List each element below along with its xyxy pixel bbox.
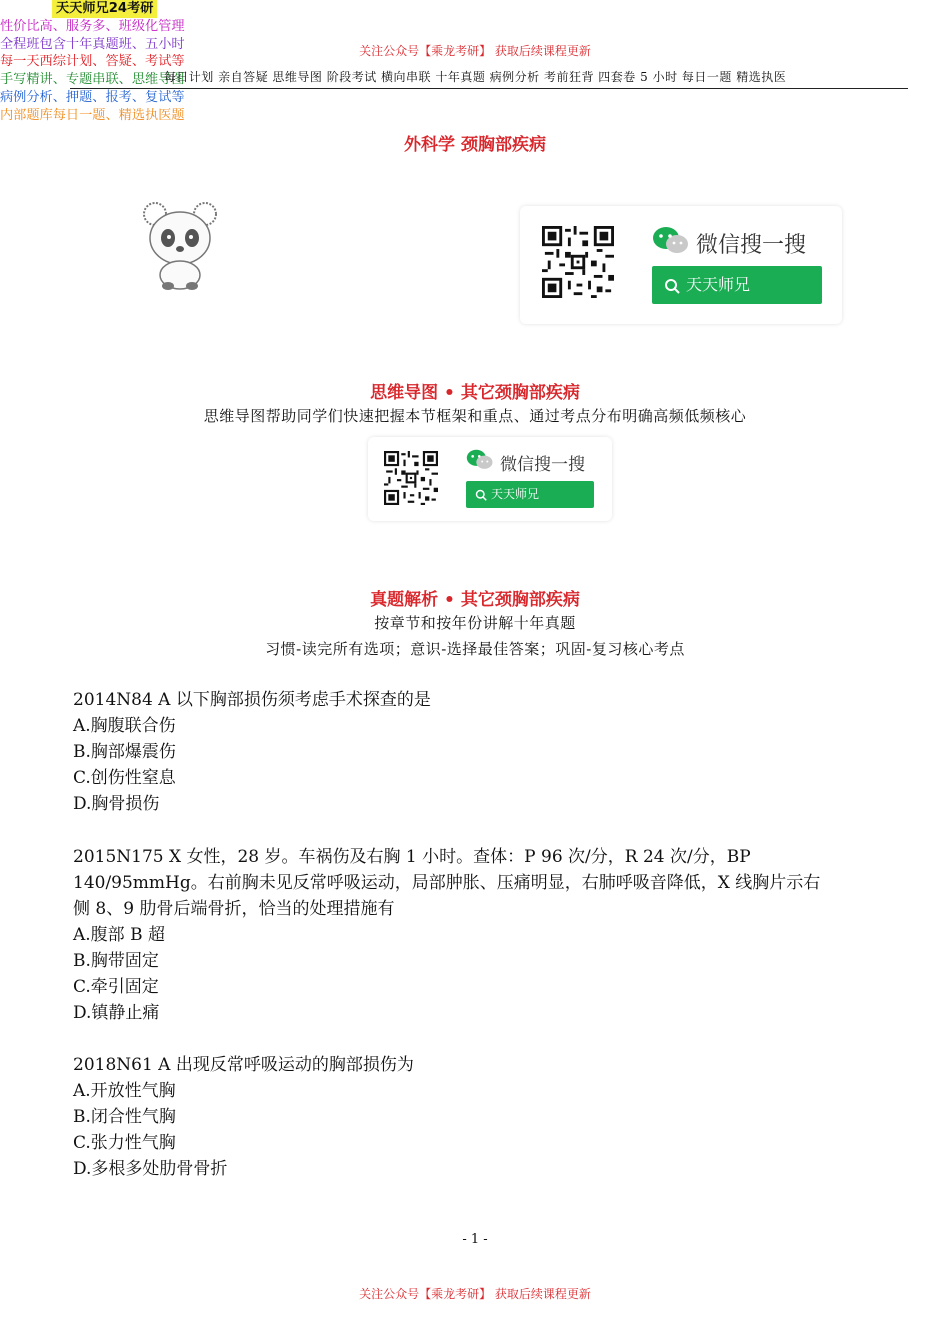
option-a: A.腹部 B 超 <box>73 925 165 945</box>
option-b: B.胸部爆震伤 <box>73 742 176 762</box>
bottom-notice: 关注公众号【乘龙考研】 获取后续课程更新 <box>359 1287 591 1301</box>
wechat-search-bar-small[interactable] <box>466 481 594 508</box>
option-c: C.创伤性窒息 <box>73 768 176 788</box>
promo-line: 全程班包含十年真题班、五小时 <box>0 36 185 52</box>
mindmap-section-title: 思维导图 • 其它颈胸部疾病 <box>370 383 580 403</box>
promo-line: 病例分析、押题、报考、复试等 <box>0 89 185 105</box>
question-stem-line-2: 140/95mmHg。右前胸未见反常呼吸运动，局部肿胀、压痛明显，右肺呼吸音降低，X 线胸片示右 <box>73 873 821 893</box>
promo-line: 手写精讲、专题串联、思维导图 <box>0 72 185 88</box>
top-notice: 关注公众号【乘龙考研】 获取后续课程更新 <box>359 44 591 58</box>
option-d: D.镇静止痛 <box>73 1003 160 1023</box>
option-d: D.胸骨损伤 <box>73 794 160 814</box>
question-stem: 2018N61 A 出现反常呼吸运动的胸部损伤为 <box>73 1055 414 1075</box>
question-stem: 2014N84 A 以下胸部损伤须考虑手术探查的是 <box>73 690 431 710</box>
mindmap-section-desc: 思维导图帮助同学们快速把握本节框架和重点、通过考点分布明确高频低频核心 <box>203 407 747 425</box>
wechat-account-name: 天天师兄 <box>686 275 751 294</box>
page-number: - 1 - <box>462 1232 488 1247</box>
wechat-search-title-small: 微信搜一搜 <box>500 455 585 475</box>
exam-section-title: 真题解析 • 其它颈胸部疾病 <box>370 590 580 610</box>
feature-nav-line: 每日计划 亲自答疑 思维导图 阶段考试 横向串联 十年真题 病例分析 考前狂背 四套卷 5 小时 每日一题 精选执医 <box>163 70 787 84</box>
wechat-logo-icon <box>652 226 690 256</box>
doc-title: 外科学 颈胸部疾病 <box>404 135 546 155</box>
exam-section-tips: 习惯-读完所有选项；意识-选择最佳答案；巩固-复习核心考点 <box>265 640 685 658</box>
option-b: B.胸带固定 <box>73 951 159 971</box>
wechat-account-name-small: 天天师兄 <box>491 487 540 501</box>
exam-section-subtitle: 按章节和按年份讲解十年真题 <box>374 614 576 632</box>
promo-text <box>0 0 230 125</box>
question-2 <box>73 844 893 1026</box>
qr-code-icon[interactable] <box>542 226 614 298</box>
header-divider <box>70 88 908 89</box>
qr-code-small-icon[interactable] <box>384 451 438 505</box>
wechat-search-card <box>520 206 842 324</box>
option-a: A.开放性气胸 <box>73 1081 176 1101</box>
option-a: A.胸腹联合伤 <box>73 716 176 736</box>
promo-headline: 天天师兄24考研 <box>52 0 157 18</box>
question-1 <box>73 687 893 817</box>
question-stem-line-3: 侧 8、9 肋骨后端骨折，恰当的处理措施有 <box>73 899 395 919</box>
promo-line: 性价比高、服务多、班级化管理 <box>0 18 185 34</box>
wechat-logo-small-icon <box>466 449 494 471</box>
option-d: D.多根多处肋骨骨折 <box>73 1159 228 1179</box>
question-3 <box>73 1052 893 1182</box>
panda-mascot-icon <box>135 200 225 290</box>
promo-line: 内部题库每日一题、精选执医题 <box>0 107 185 123</box>
option-b: B.闭合性气胸 <box>73 1107 176 1127</box>
promo-line: 每一天西综计划、答疑、考试等 <box>0 54 185 70</box>
question-stem-line-1: 2015N175 X 女性，28 岁。车祸伤及右胸 1 小时。查体：P 96 次/分，R 24 次/分，BP <box>73 847 751 867</box>
search-icon <box>664 278 680 294</box>
wechat-search-card-small <box>368 437 612 521</box>
wechat-search-title: 微信搜一搜 <box>696 233 807 258</box>
search-small-icon <box>475 489 487 501</box>
option-c: C.张力性气胸 <box>73 1133 176 1153</box>
wechat-search-bar[interactable] <box>652 266 822 304</box>
option-c: C.牵引固定 <box>73 977 159 997</box>
